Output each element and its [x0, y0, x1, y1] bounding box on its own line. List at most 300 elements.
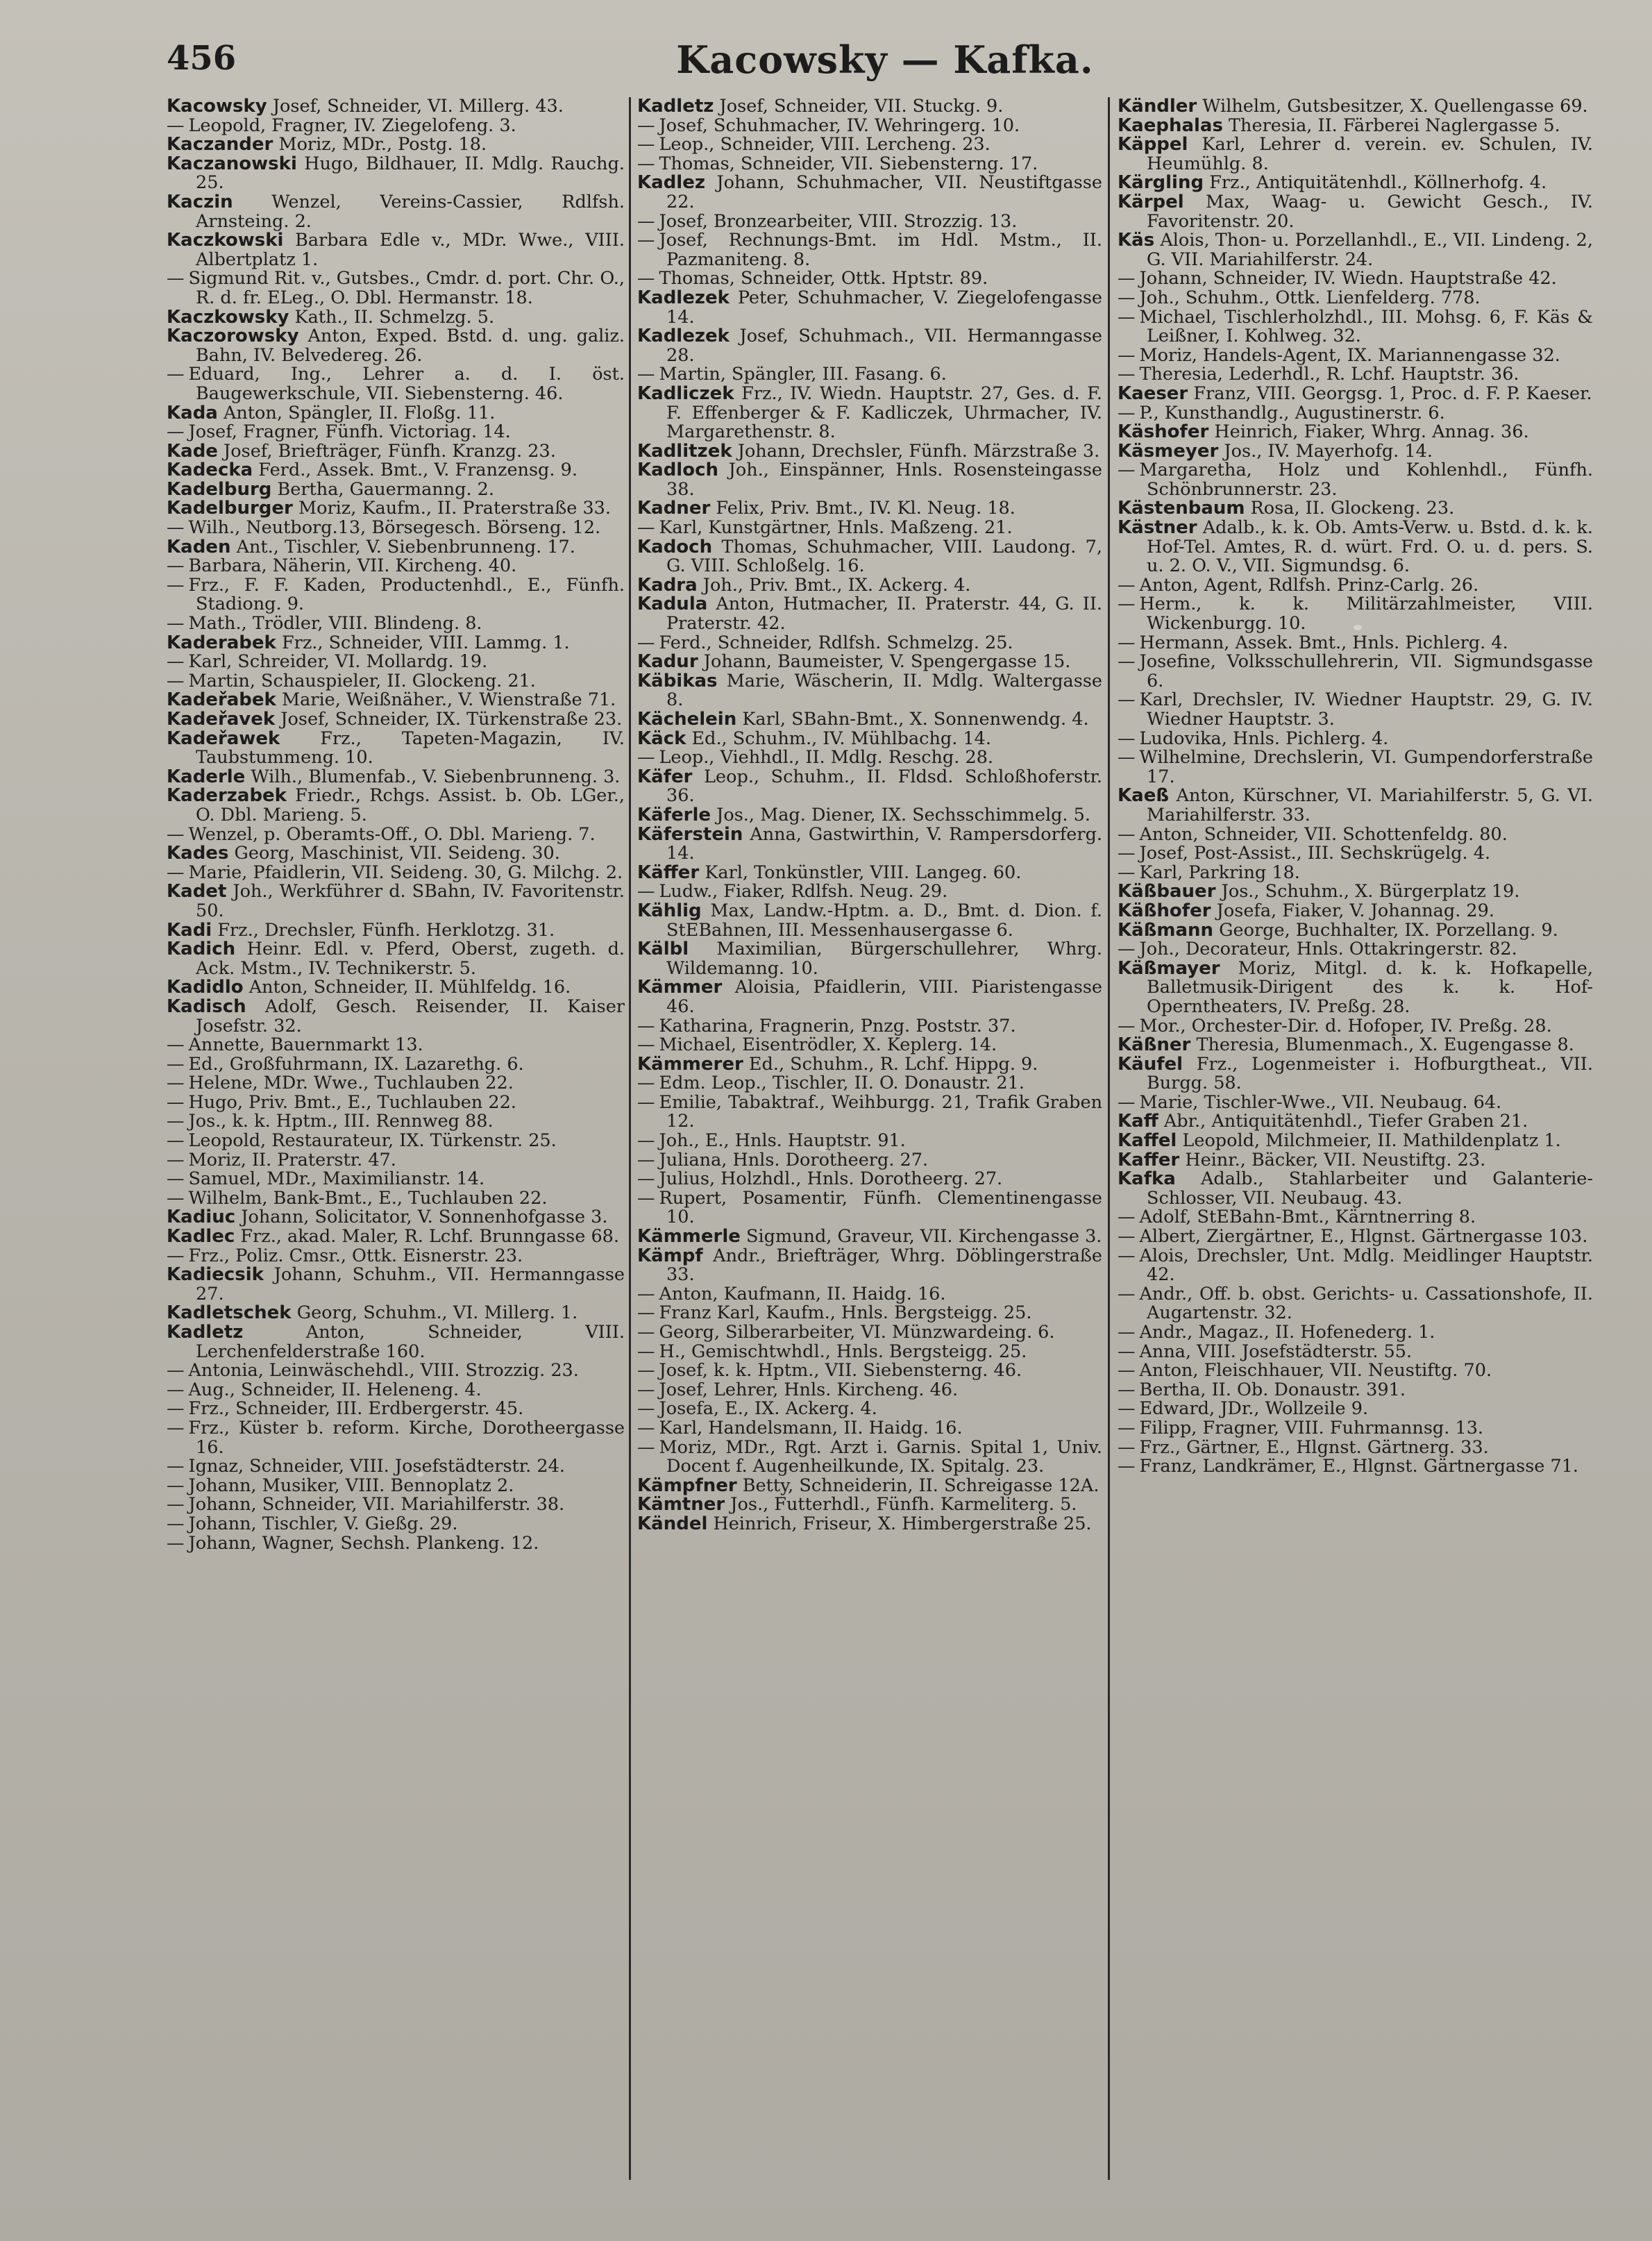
entry-details: Joh., Decorateur, Hnls. Ottakringerstr. 82. — [1139, 939, 1517, 960]
directory-entry — [637, 768, 1102, 806]
ditto-dash: — — [167, 1034, 185, 1056]
directory-entry — [1118, 882, 1593, 902]
entry-details: Frz., Poliz. Cmsr., Ottk. Eisnerstr. 23. — [188, 1245, 523, 1266]
directory-entry — [637, 289, 1102, 327]
entry-details: Anton, Agent, Rdlfsh. Prinz-Carlg. 26. — [1139, 574, 1479, 596]
directory-entry — [637, 864, 1102, 883]
directory-entry — [637, 538, 1102, 576]
entry-surname: Kämpfner — [637, 1475, 737, 1496]
entry-surname: Kadisch — [167, 996, 246, 1017]
entry-details: Abr., Antiquitätenhdl., Tiefer Graben 21. — [1163, 1111, 1528, 1132]
directory-entry — [1118, 423, 1593, 442]
entry-details: Moriz, MDr., Rgt. Arzt i. Garnis. Spital 1, Univ. Docent f. Augenheilkunde, IX. Spitalg. 23. — [659, 1436, 1102, 1477]
entry-details: Margaretha, Holz und Kohlenhdl., Fünfh. Schönbrunnerstr. 23. — [1139, 460, 1593, 500]
directory-subentry — [1118, 844, 1593, 864]
entry-details: Georg, Silberarbeiter, VI. Münzwardeing. 6. — [659, 1322, 1055, 1343]
entry-surname: Kaderle — [167, 766, 246, 787]
directory-subentry — [1118, 289, 1593, 308]
ditto-dash: — — [167, 1053, 185, 1075]
entry-details: Josef, Lehrer, Hnls. Kircheng. 46. — [659, 1379, 959, 1400]
entry-surname: Kada — [167, 402, 218, 423]
entry-details: Filipp, Fragner, VIII. Fuhrmannsg. 13. — [1139, 1417, 1484, 1438]
entry-details: Hermann, Assek. Bmt., Hnls. Pichlerg. 4. — [1139, 632, 1508, 653]
directory-subentry — [1118, 1323, 1593, 1343]
ditto-dash: — — [637, 1187, 655, 1209]
ditto-dash: — — [637, 1341, 655, 1362]
directory-subentry — [1118, 1093, 1593, 1113]
entry-surname: Kadloch — [637, 460, 718, 481]
entry-details: Johann, Schneider, VII. Mariahilferstr. 38. — [188, 1494, 565, 1516]
entry-surname: Kämmerle — [637, 1226, 741, 1248]
entry-details: Marie, Tischler-Wwe., VII. Neubaug. 64. — [1139, 1091, 1502, 1113]
ditto-dash: — — [1118, 1207, 1136, 1228]
entry-details: Andr., Briefträger, Whrg. Döblingerstraße 33. — [666, 1245, 1102, 1286]
entry-details: Katharina, Fragnerin, Pnzg. Poststr. 37. — [659, 1015, 1016, 1036]
directory-subentry — [167, 1247, 625, 1266]
column-divider-2 — [1108, 97, 1110, 2180]
ditto-dash: — — [1118, 843, 1136, 864]
ditto-dash: — — [1118, 1283, 1136, 1304]
directory-entry — [637, 1247, 1102, 1285]
entry-details: Josefine, Volksschullehrerin, VII. Sigmundsgasse 6. — [1139, 651, 1593, 691]
directory-subentry — [167, 1036, 625, 1055]
entry-surname: Käsmeyer — [1118, 440, 1219, 462]
directory-entry — [637, 710, 1102, 730]
directory-subentry — [167, 269, 625, 308]
ditto-dash: — — [1118, 862, 1136, 883]
ditto-dash: — — [167, 1398, 185, 1420]
directory-subentry — [637, 1438, 1102, 1477]
directory-entry — [637, 940, 1102, 978]
ditto-dash: — — [1118, 1322, 1136, 1343]
ditto-dash: — — [637, 1283, 655, 1304]
ditto-dash: — — [637, 1073, 655, 1094]
entry-surname: Kaczanowski — [167, 153, 297, 174]
ditto-dash: — — [1118, 1341, 1136, 1362]
entry-details: Frz., akad. Maler, R. Lchf. Brunngasse 68. — [240, 1226, 619, 1248]
entry-surname: Kächelein — [637, 709, 737, 730]
entry-surname: Kadidlo — [167, 977, 244, 998]
entry-surname: Kästner — [1118, 517, 1197, 539]
entry-surname: Kästenbaum — [1118, 498, 1245, 519]
directory-subentry — [637, 1419, 1102, 1438]
directory-subentry — [1118, 1361, 1593, 1381]
ditto-dash: — — [1118, 747, 1136, 769]
directory-subentry — [1118, 1208, 1593, 1227]
directory-entry — [637, 1055, 1102, 1075]
entry-details: Theresia, Blumenmach., X. Eugengasse 8. — [1196, 1034, 1574, 1056]
entry-surname: Kadelburg — [167, 478, 272, 500]
entry-surname: Kaden — [167, 536, 231, 557]
directory-entry — [637, 1477, 1102, 1496]
ditto-dash: — — [1118, 306, 1136, 328]
entry-details: Ed., Schuhm., R. Lchf. Hippg. 9. — [748, 1053, 1038, 1075]
entry-details: Anton, Spängler, II. Floßg. 11. — [223, 402, 496, 423]
entry-details: Leop., Viehhdl., II. Mdlg. Reschg. 28. — [659, 747, 994, 769]
entry-details: Andr., Off. b. obst. Gerichts- u. Cassationshofe, II. Augartenstr. 32. — [1139, 1283, 1593, 1324]
ditto-dash: — — [167, 1532, 185, 1554]
directory-entry — [167, 730, 625, 768]
entry-details: Bertha, Gauermanng. 2. — [277, 478, 494, 500]
ditto-dash: — — [637, 1322, 655, 1343]
directory-subentry — [167, 864, 625, 883]
ditto-dash: — — [1118, 1226, 1136, 1248]
ditto-dash: — — [167, 651, 185, 673]
entry-details: Josefa, Fiaker, V. Johannag. 29. — [1216, 900, 1494, 921]
paper-speck — [819, 1145, 829, 1152]
directory-subentry — [1118, 461, 1593, 499]
entry-details: Josef, Schuhmach., VII. Hermanngasse 28. — [666, 326, 1102, 366]
directory-subentry — [637, 1093, 1102, 1132]
directory-entry — [167, 998, 625, 1036]
ditto-dash: — — [167, 823, 185, 845]
entry-details: Marie, Weißnäher., V. Wienstraße 71. — [281, 689, 616, 711]
ditto-dash: — — [637, 1091, 655, 1113]
entry-details: Adalb., Stahlarbeiter und Galanterie-Schlosser, VII. Neubaug. 43. — [1147, 1168, 1593, 1209]
directory-entry — [637, 730, 1102, 749]
entry-surname: Kaderzabek — [167, 785, 287, 807]
entry-surname: Kämmer — [637, 977, 723, 998]
directory-subentry — [1118, 365, 1593, 385]
entry-details: Anton, Exped. Bstd. d. ung. galiz. Bahn, IV. Belvedereg. 26. — [196, 326, 625, 366]
entry-surname: Käferle — [637, 804, 711, 825]
entry-details: Marie, Pfaidlerin, VII. Seideng. 30, G. Milchg. 2. — [188, 862, 623, 883]
entry-details: Frz., Antiquitätenhdl., Köllnerhofg. 4. — [1209, 172, 1547, 194]
directory-subentry — [637, 519, 1102, 538]
ditto-dash: — — [1118, 344, 1136, 366]
entry-surname: Kadra — [637, 574, 698, 596]
entry-surname: Kades — [167, 843, 229, 864]
ditto-dash: — — [637, 517, 655, 539]
directory-entry — [637, 595, 1102, 633]
ditto-dash: — — [167, 421, 185, 443]
ditto-dash: — — [637, 210, 655, 232]
directory-subentry — [167, 614, 625, 634]
entry-details: Frz., Tapeten-Magazin, IV. Taubstummeng. 10. — [196, 728, 625, 769]
ditto-dash: — — [167, 1513, 185, 1534]
entry-surname: Kärpel — [1118, 191, 1184, 212]
entry-surname: Kadet — [167, 881, 227, 903]
entry-details: Betty, Schneiderin, II. Schreigasse 12A. — [742, 1475, 1099, 1496]
ditto-dash: — — [637, 1379, 655, 1400]
entry-surname: Kadlitzek — [637, 440, 732, 462]
entry-surname: Kälbl — [637, 939, 689, 960]
entry-details: Anton, Kaufmann, II. Haidg. 16. — [659, 1283, 946, 1304]
ditto-dash: — — [1118, 689, 1136, 711]
directory-entry — [637, 499, 1102, 519]
directory-subentry — [1118, 576, 1593, 596]
entry-details: Frz., Schneider, VIII. Lammg. 1. — [281, 632, 570, 653]
entry-surname: Kadletz — [637, 97, 714, 117]
entry-surname: Kade — [167, 440, 218, 462]
entry-details: Anna, Gastwirthin, V. Rampersdorferg. 14. — [666, 823, 1102, 864]
ditto-dash: — — [1118, 1015, 1136, 1036]
ditto-dash: — — [1118, 823, 1136, 845]
ditto-dash: — — [637, 1436, 655, 1458]
directory-entry — [167, 921, 625, 941]
paper-speck — [416, 1472, 423, 1477]
entry-details: Joh., E., Hnls. Hauptstr. 91. — [659, 1130, 906, 1152]
entry-details: Joh., Einspänner, Hnls. Rosensteingasse 38. — [666, 460, 1102, 500]
entry-details: Michael, Tischlerholzhdl., III. Mohsg. 6, F. Käs & Leißner, I. Kohlweg. 32. — [1139, 306, 1593, 347]
paper-speck — [1354, 625, 1362, 630]
entry-details: Edward, JDr., Wollzeile 9. — [1139, 1398, 1369, 1420]
entry-details: Frz., Schneider, III. Erdbergerstr. 45. — [188, 1398, 524, 1420]
entry-details: Johann, Tischler, V. Gießg. 29. — [188, 1513, 458, 1534]
entry-details: Frz., Logenmeister i. Hofburgtheat., VII. Burgg. 58. — [1147, 1053, 1593, 1094]
ditto-dash: — — [1118, 268, 1136, 289]
entry-details: Ed., Schuhm., IV. Mühlbachg. 14. — [691, 728, 991, 749]
directory-subentry — [637, 748, 1102, 768]
entry-surname: Kadletschek — [167, 1302, 292, 1324]
directory-entry — [637, 653, 1102, 672]
entry-details: Josef, Schneider, VII. Stuckg. 9. — [719, 97, 1004, 117]
ditto-dash: — — [637, 115, 655, 136]
directory-subentry — [167, 1151, 625, 1170]
entry-details: Ant., Tischler, V. Siebenbrunneng. 17. — [236, 536, 575, 557]
entry-details: Joh., Schuhm., Ottk. Lienfelderg. 778. — [1139, 287, 1481, 308]
entry-details: Johann, Wagner, Sechsh. Plankeng. 12. — [188, 1532, 539, 1554]
directory-entry — [1118, 499, 1593, 519]
entry-details: Johann, Schuhm., VII. Hermanngasse 27. — [196, 1264, 625, 1304]
directory-entry — [167, 844, 625, 864]
directory-entry — [1118, 902, 1593, 921]
entry-details: Leopold, Restaurateur, IX. Türkenstr. 25. — [188, 1130, 557, 1152]
ditto-dash: — — [637, 153, 655, 174]
entry-surname: Käßhofer — [1118, 900, 1211, 921]
directory-subentry — [1118, 730, 1593, 749]
directory-subentry — [637, 1323, 1102, 1343]
entry-details: Jos., Futterhdl., Fünfh. Karmeliterg. 5. — [730, 1494, 1077, 1516]
column-3 — [1118, 97, 1593, 2208]
directory-subentry — [637, 1074, 1102, 1093]
entry-surname: Kadlec — [167, 1226, 235, 1248]
directory-subentry — [637, 634, 1102, 653]
entry-surname: Kämmerer — [637, 1053, 743, 1075]
entry-details: Julius, Holzhdl., Hnls. Dorotheerg. 27. — [659, 1168, 1003, 1190]
directory-subentry — [167, 825, 625, 845]
entry-details: Joh., Werkführer d. SBahn, IV. Favoritenstr. 50. — [196, 881, 625, 921]
directory-entry — [1118, 1132, 1593, 1151]
ditto-dash: — — [167, 1187, 185, 1209]
directory-entry — [1118, 1036, 1593, 1055]
directory-subentry — [167, 1381, 625, 1400]
entry-surname: Kadlez — [637, 172, 705, 194]
ditto-dash: — — [1118, 1436, 1136, 1458]
directory-entry — [1118, 442, 1593, 462]
entry-details: Karl, Lehrer d. verein. ev. Schulen, IV. Heumühlg. 8. — [1147, 134, 1593, 174]
entry-details: Anton, Schneider, VII. Schottenfeldg. 80. — [1139, 823, 1508, 845]
entry-surname: Kafka — [1118, 1168, 1176, 1190]
entry-details: Ferd., Schneider, Rdlfsh. Schmelzg. 25. — [659, 632, 1013, 653]
entry-surname: Kählig — [637, 900, 702, 921]
entry-details: Wilh., Neutborg.13, Börsegesch. Börseng. 12. — [188, 517, 601, 539]
directory-entry — [167, 327, 625, 365]
entry-details: Georg, Schuhm., VI. Millerg. 1. — [296, 1302, 578, 1324]
entry-details: Moriz, Kaufm., II. Praterstraße 33. — [298, 498, 611, 519]
entry-surname: Kaephalas — [1118, 115, 1223, 136]
entry-surname: Kärgling — [1118, 172, 1204, 194]
entry-details: Alois, Drechsler, Unt. Mdlg. Meidlinger Hauptstr. 42. — [1139, 1245, 1593, 1286]
entry-details: Edm. Leop., Tischler, II. O. Donaustr. 21. — [659, 1073, 1025, 1094]
entry-surname: Käbikas — [637, 670, 718, 691]
entry-details: Jos., k. k. Hptm., III. Rennweg 88. — [188, 1111, 494, 1132]
directory-entry — [1118, 174, 1593, 193]
ditto-dash: — — [637, 364, 655, 385]
entry-details: Kath., II. Schmelzg. 5. — [294, 306, 495, 328]
entry-details: Moriz, Mitgl. d. k. k. Hofkapelle, Balletmusik-Dirigent des k. k. Hof-Operntheaters, IV. Preßg. 28. — [1147, 957, 1593, 1017]
entry-details: Wilh., Blumenfab., V. Siebenbrunneng. 3. — [251, 766, 621, 787]
entry-details: Karl, SBahn-Bmt., X. Sonnenwendg. 4. — [742, 709, 1089, 730]
entry-details: Herm., k. k. Militärzahlmeister, VIII. Wickenburgg. 10. — [1139, 594, 1593, 635]
entry-surname: Käppel — [1118, 134, 1188, 156]
ditto-dash: — — [1118, 594, 1136, 615]
directory-subentry — [637, 1151, 1102, 1170]
directory-entry — [637, 825, 1102, 864]
entry-details: Juliana, Hnls. Dorotheerg. 27. — [659, 1149, 929, 1170]
entry-details: Johann, Baumeister, V. Spengergasse 15. — [703, 651, 1071, 673]
directory-subentry — [1118, 748, 1593, 787]
directory-entry — [1118, 193, 1593, 231]
ditto-dash: — — [167, 862, 185, 883]
entry-details: Frz., Drechsler, Fünfh. Herklotzg. 31. — [217, 919, 555, 941]
entry-details: Ludw., Fiaker, Rdlfsh. Neug. 29. — [659, 881, 948, 903]
directory-entry — [1118, 519, 1593, 576]
entry-details: Adalb., k. k. Ob. Amts-Verw. u. Bstd. d. k. k. Hof-Tel. Amtes, R. d. würt. Frd. O. u. d. pers. S. u. 2. O. V., VII. Sigmundsg. 6. — [1147, 517, 1593, 577]
ditto-dash: — — [1118, 939, 1136, 960]
entry-details: Thomas, Schuhmacher, VIII. Laudong. 7, G. VIII. Schloßelg. 16. — [666, 536, 1102, 577]
ditto-dash: — — [637, 134, 655, 156]
ditto-dash: — — [1118, 1360, 1136, 1382]
entry-details: Rosa, II. Glockeng. 23. — [1250, 498, 1455, 519]
entry-details: Max, Waag- u. Gewicht Gesch., IV. Favoritenstr. 20. — [1147, 191, 1593, 232]
entry-details: Bertha, II. Ob. Donaustr. 391. — [1139, 1379, 1406, 1400]
ditto-dash: — — [637, 632, 655, 653]
entry-details: Marie, Wäscherin, II. Mdlg. Waltergasse 8. — [666, 670, 1102, 711]
directory-subentry — [1118, 346, 1593, 366]
directory-entry — [167, 634, 625, 653]
ditto-dash: — — [167, 1475, 185, 1496]
entry-details: Frz., Gärtner, E., Hlgnst. Gärtnerg. 33. — [1139, 1436, 1489, 1458]
directory-entry — [637, 1495, 1102, 1515]
entry-surname: Kadula — [637, 594, 708, 615]
directory-subentry — [167, 653, 625, 672]
entry-details: Adolf, Gesch. Reisender, II. Kaiser Josefstr. 32. — [196, 996, 625, 1036]
entry-details: Peter, Schuhmacher, V. Ziegelofengasse 14. — [666, 287, 1102, 328]
entry-details: Antonia, Leinwäschehdl., VIII. Strozzig. 23. — [188, 1360, 579, 1382]
directory-entry — [1118, 1112, 1593, 1132]
ditto-dash: — — [1118, 1245, 1136, 1266]
directory-subentry — [1118, 691, 1593, 729]
directory-subentry — [167, 1189, 625, 1209]
entry-details: H., Gemischtwhdl., Hnls. Bergsteigg. 25. — [659, 1341, 1027, 1362]
directory-subentry — [637, 117, 1102, 136]
directory-subentry — [167, 1093, 625, 1113]
entry-details: Maximilian, Bürgerschullehrer, Whrg. Wildemanng. 10. — [666, 939, 1102, 979]
entry-details: Josef, k. k. Hptm., VII. Siebensterng. 46. — [659, 1360, 1022, 1382]
directory-entry — [637, 576, 1102, 596]
directory-entry — [167, 193, 625, 231]
directory-subentry — [1118, 404, 1593, 423]
entry-surname: Kaffer — [1118, 1149, 1180, 1170]
entry-surname: Kadliczek — [637, 383, 734, 404]
directory-subentry — [637, 1304, 1102, 1323]
directory-subentry — [167, 1534, 625, 1554]
directory-entry — [637, 327, 1102, 365]
ditto-dash: — — [167, 517, 185, 539]
directory-entry — [637, 174, 1102, 212]
directory-subentry — [1118, 634, 1593, 653]
entry-details: Anton, Schneider, II. Mühlfeldg. 16. — [248, 977, 571, 998]
entry-details: Ignaz, Schneider, VIII. Josefstädterstr. 24. — [188, 1456, 565, 1477]
directory-subentry — [167, 117, 625, 136]
entry-details: Karl, Kunstgärtner, Hnls. Maßzeng. 21. — [659, 517, 1013, 539]
ditto-dash: — — [167, 1456, 185, 1477]
directory-subentry — [637, 269, 1102, 289]
entry-details: Friedr., Rchgs. Assist. b. Ob. LGer., O. Dbl. Marieng. 5. — [196, 785, 625, 825]
directory-subentry — [167, 1074, 625, 1093]
entry-details: Michael, Eisentrödler, X. Keplerg. 14. — [659, 1034, 997, 1056]
directory-subentry — [637, 1017, 1102, 1036]
ditto-dash: — — [637, 1302, 655, 1324]
ditto-dash: — — [1118, 728, 1136, 749]
entry-details: Karl, Handelsmann, II. Haidg. 16. — [659, 1417, 963, 1438]
entry-details: Heinrich, Fiaker, Whrg. Annag. 36. — [1214, 421, 1529, 443]
entry-details: Mor., Orchester-Dir. d. Hofoper, IV. Preßg. 28. — [1139, 1015, 1552, 1036]
entry-details: Ludovika, Hnls. Pichlerg. 4. — [1139, 728, 1389, 749]
entry-surname: Kaeser — [1118, 383, 1188, 404]
entry-details: Anton, Schneider, VIII. Lerchenfelderstraße 160. — [196, 1322, 625, 1362]
entry-details: Wenzel, Vereins-Cassier, Rdlfsh. Arnsteing. 2. — [196, 191, 625, 232]
entry-details: Jos., Schuhm., X. Bürgerplatz 19. — [1221, 881, 1520, 903]
entry-surname: Käshofer — [1118, 421, 1209, 443]
directory-subentry — [637, 212, 1102, 232]
directory-subentry — [1118, 1438, 1593, 1458]
directory-subentry — [1118, 940, 1593, 959]
entry-details: Theresia, Lederhdl., R. Lchf. Hauptstr. 36. — [1139, 364, 1519, 385]
entry-surname: Kaczin — [167, 191, 233, 212]
directory-entry — [637, 97, 1102, 117]
entry-details: Leopold, Milchmeier, II. Mathildenplatz 1. — [1182, 1130, 1561, 1152]
entry-details: Josef, Schneider, IX. Türkenstraße 23. — [280, 709, 623, 730]
ditto-dash: — — [167, 1379, 185, 1400]
entry-details: Frz., IV. Wiedn. Hauptstr. 27, Ges. d. F. F. Effenberger & F. Kadliczek, Uhrmacher, IV. Margarethenstr. 8. — [666, 383, 1102, 443]
ditto-dash: — — [167, 1091, 185, 1113]
directory-subentry — [637, 1285, 1102, 1304]
entry-surname: Kaczkowski — [167, 230, 284, 251]
entry-surname: Kadich — [167, 939, 236, 960]
entry-details: Josef, Schuhmacher, IV. Wehringerg. 10. — [659, 115, 1020, 136]
directory-entry — [1118, 1151, 1593, 1170]
directory-entry — [637, 1227, 1102, 1247]
directory-subentry — [167, 423, 625, 442]
ditto-dash: — — [1118, 287, 1136, 308]
directory-entry — [167, 404, 625, 423]
ditto-dash: — — [167, 1168, 185, 1190]
directory-entry — [167, 97, 625, 117]
directory-entry — [1118, 97, 1593, 117]
ditto-dash: — — [167, 1073, 185, 1094]
directory-subentry — [1118, 825, 1593, 845]
entry-details: Karl, Schreider, VI. Mollardg. 19. — [188, 651, 488, 673]
entry-details: Franz, Landkrämer, E., Hlgnst. Gärtnergasse 71. — [1139, 1456, 1579, 1477]
entry-details: Josef, Rechnungs-Bmt. im Hdl. Mstm., II. Pazmaniteng. 8. — [659, 230, 1102, 270]
ditto-dash: — — [637, 1168, 655, 1190]
entry-details: Johann, Schneider, IV. Wiedn. Hauptstraße 42. — [1139, 268, 1557, 289]
entry-surname: Kaff — [1118, 1111, 1158, 1132]
directory-entry — [167, 691, 625, 710]
directory-subentry — [167, 1495, 625, 1515]
